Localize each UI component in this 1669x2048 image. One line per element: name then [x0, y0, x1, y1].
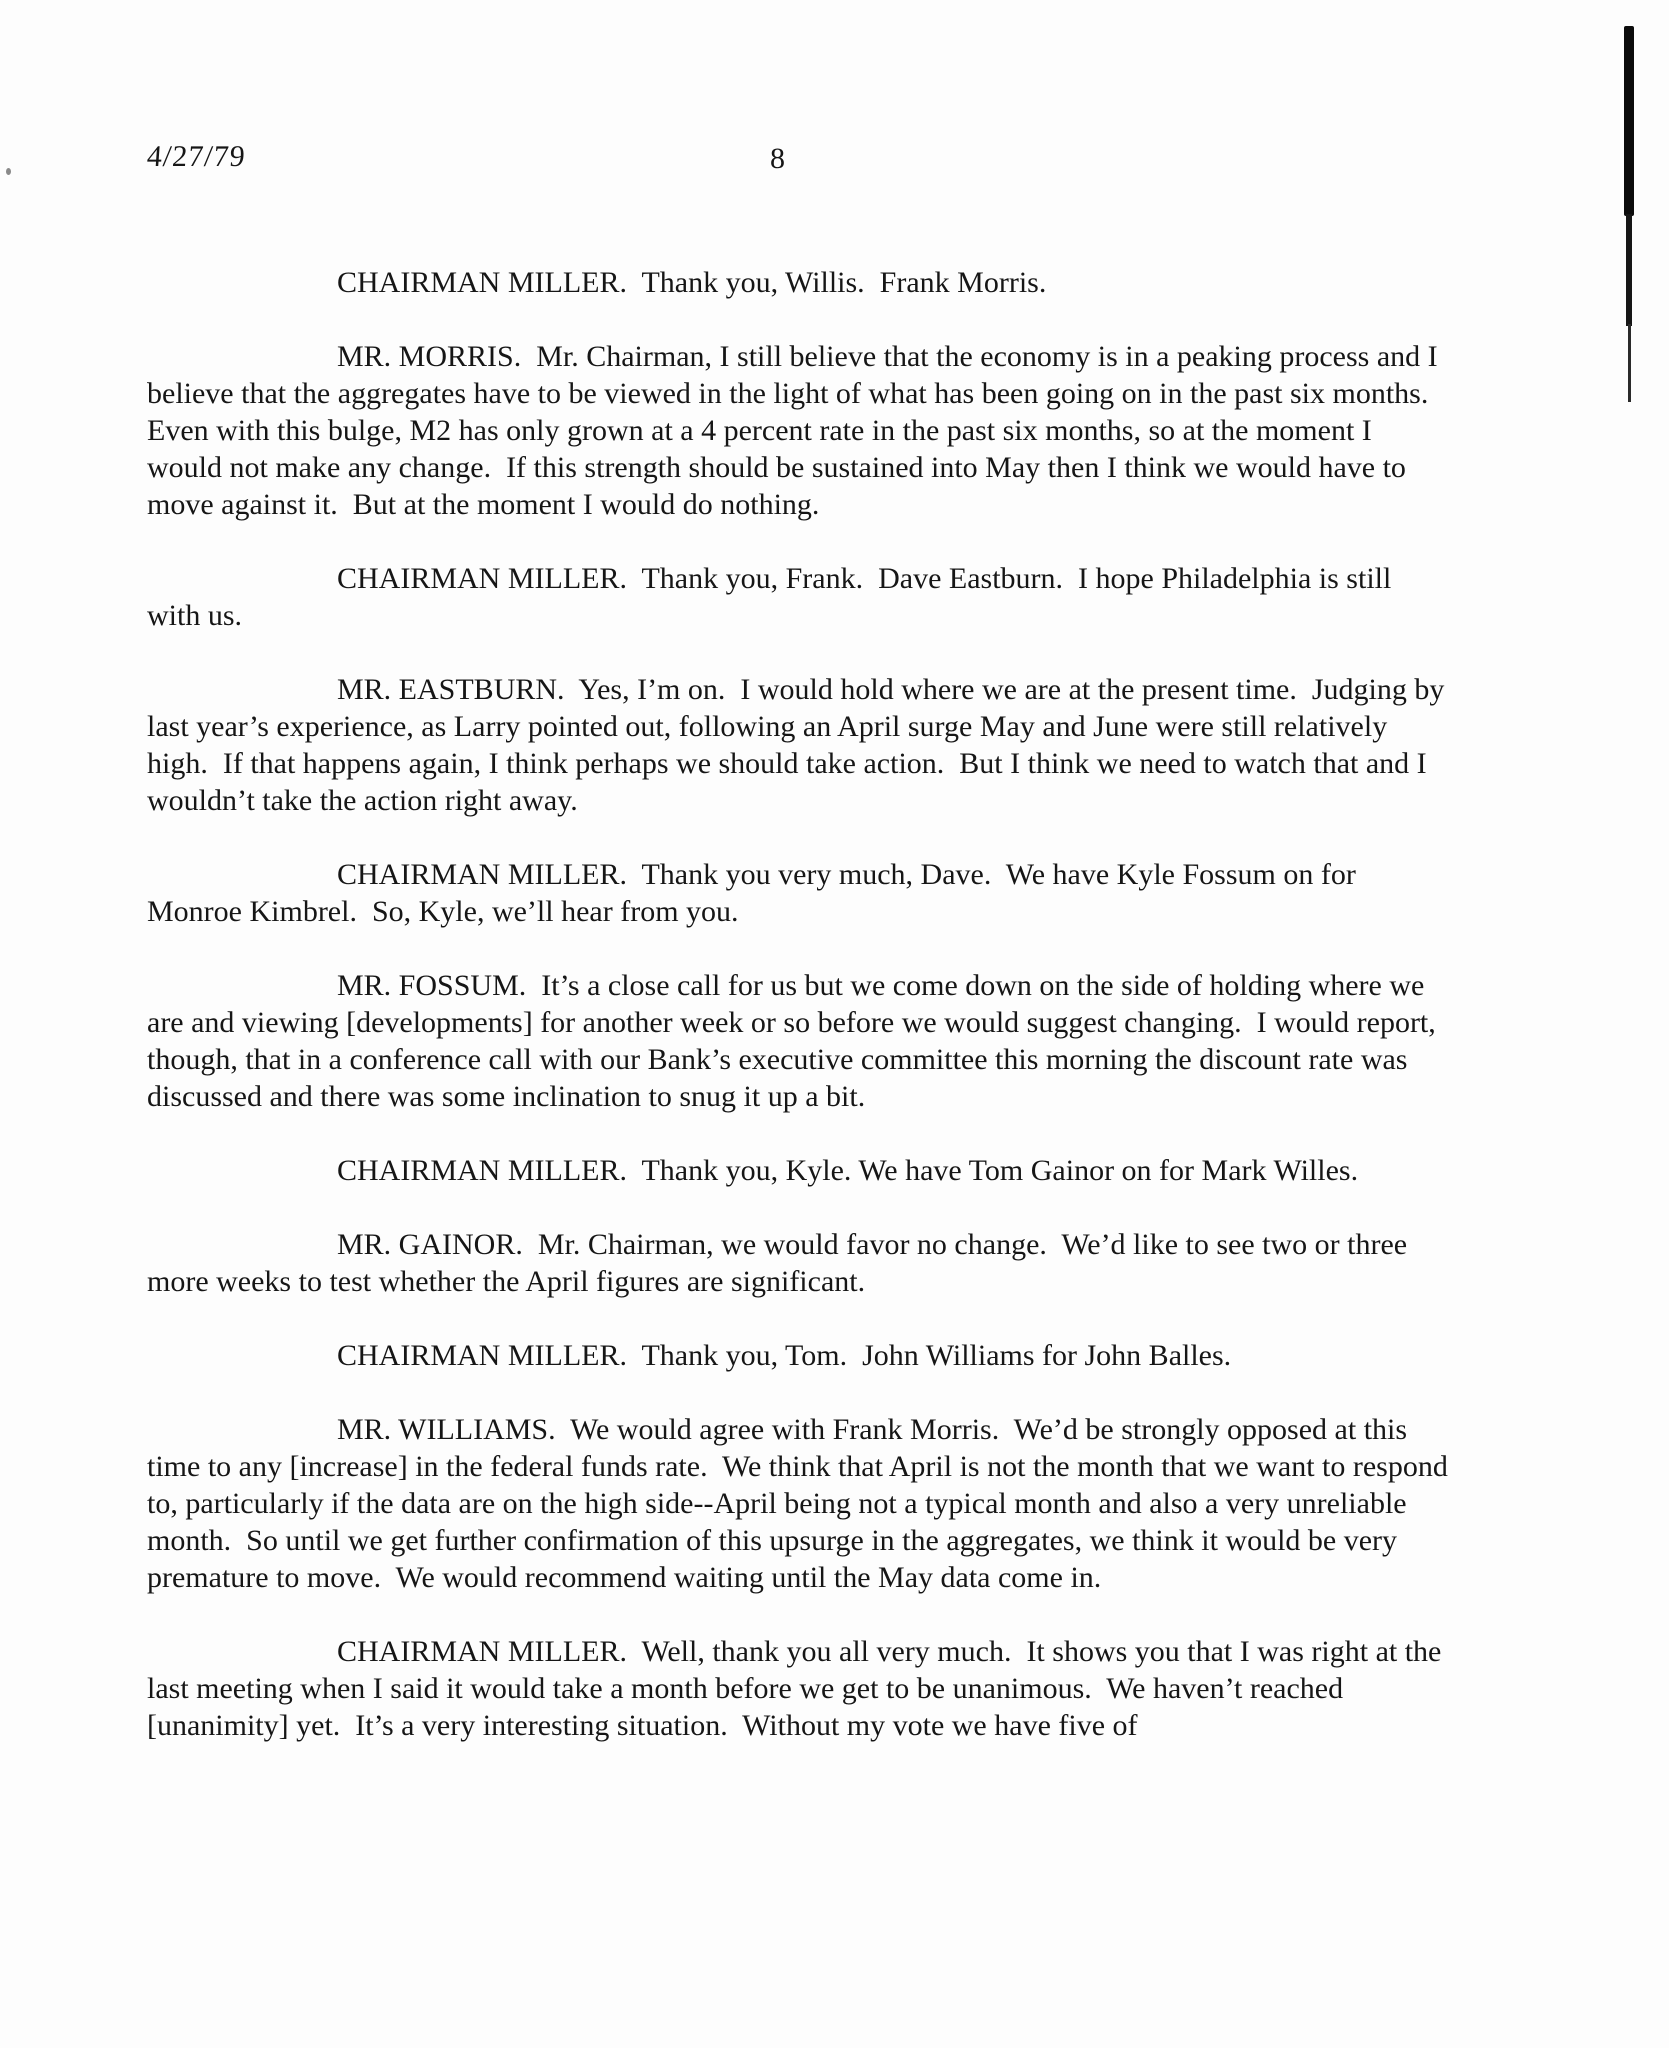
page-number: 8: [770, 142, 785, 175]
transcript-paragraph: CHAIRMAN MILLER. Well, thank you all very much. It shows you that I was right at the last meeting when I said it would take a month before we get to be unanimous. We haven’t reached [unanimity] yet. It’s a very interesting situation. Without my vote we have five of: [147, 1635, 1449, 1742]
transcript-paragraph: MR. EASTBURN. Yes, I’m on. I would hold where we are at the present time. Judging by last year’s experience, as Larry pointed out, following an April surge May and June were still relatively high. If that happens again, I think perhaps we should take action. But I think we need to watch that and I wouldn’t take the action right away.: [147, 673, 1452, 817]
transcript-paragraph: CHAIRMAN MILLER. Thank you very much, Dave. We have Kyle Fossum on for Monroe Kimbrel. So, Kyle, we’ll hear from you.: [147, 858, 1364, 928]
transcript-paragraph: CHAIRMAN MILLER. Thank you, Willis. Frank Morris.: [337, 266, 1047, 299]
scan-artifact-bar: [1628, 324, 1631, 402]
transcript-paragraph: MR. GAINOR. Mr. Chairman, we would favor no change. We’d like to see two or three more weeks to test whether the April figures are significant.: [147, 1228, 1415, 1298]
transcript-paragraph: MR. FOSSUM. It’s a close call for us but we come down on the side of holding where we are and viewing [developments] for another week or so before we would suggest changing. I would report, though, that in a conference call with our Bank’s executive committee this morning the discount rate was discussed and there was some inclination to snug it up a bit.: [147, 969, 1444, 1113]
transcript-paragraph: CHAIRMAN MILLER. Thank you, Tom. John Williams for John Balles.: [337, 1339, 1232, 1372]
scan-artifact-bar: [1624, 26, 1634, 216]
transcript-body: [147, 264, 1456, 1781]
transcript-paragraph: MR. WILLIAMS. We would agree with Frank Morris. We’d be strongly opposed at this time to any [increase] in the federal funds rate. We think that April is not the month that we want to respond to, particularly if the data are on the high side--April being not a typical month and also a very unreliable month. So until we get further confirmation of this upsurge in the aggregates, we think it would be very premature to move. We would recommend waiting until the May data come in.: [147, 1413, 1456, 1594]
transcript-paragraph: MR. MORRIS. Mr. Chairman, I still believe that the economy is in a peaking process and I believe that the aggregates have to be viewed in the light of what has been going on in the past six months. Even with this bulge, M2 has only grown at a 4 percent rate in the past six months, so at the moment I would not make any change. If this strength should be sustained into May then I think we would have to move against it. But at the moment I would do nothing.: [147, 340, 1446, 521]
scan-artifact-bar: [1626, 214, 1632, 326]
scan-artifact-speck: [6, 168, 11, 175]
header-date: 4/27/79: [145, 140, 247, 173]
transcript-paragraph: CHAIRMAN MILLER. Thank you, Frank. Dave Eastburn. I hope Philadelphia is still with us.: [147, 562, 1399, 632]
transcript-paragraph: CHAIRMAN MILLER. Thank you, Kyle. We have Tom Gainor on for Mark Willes.: [337, 1154, 1359, 1187]
